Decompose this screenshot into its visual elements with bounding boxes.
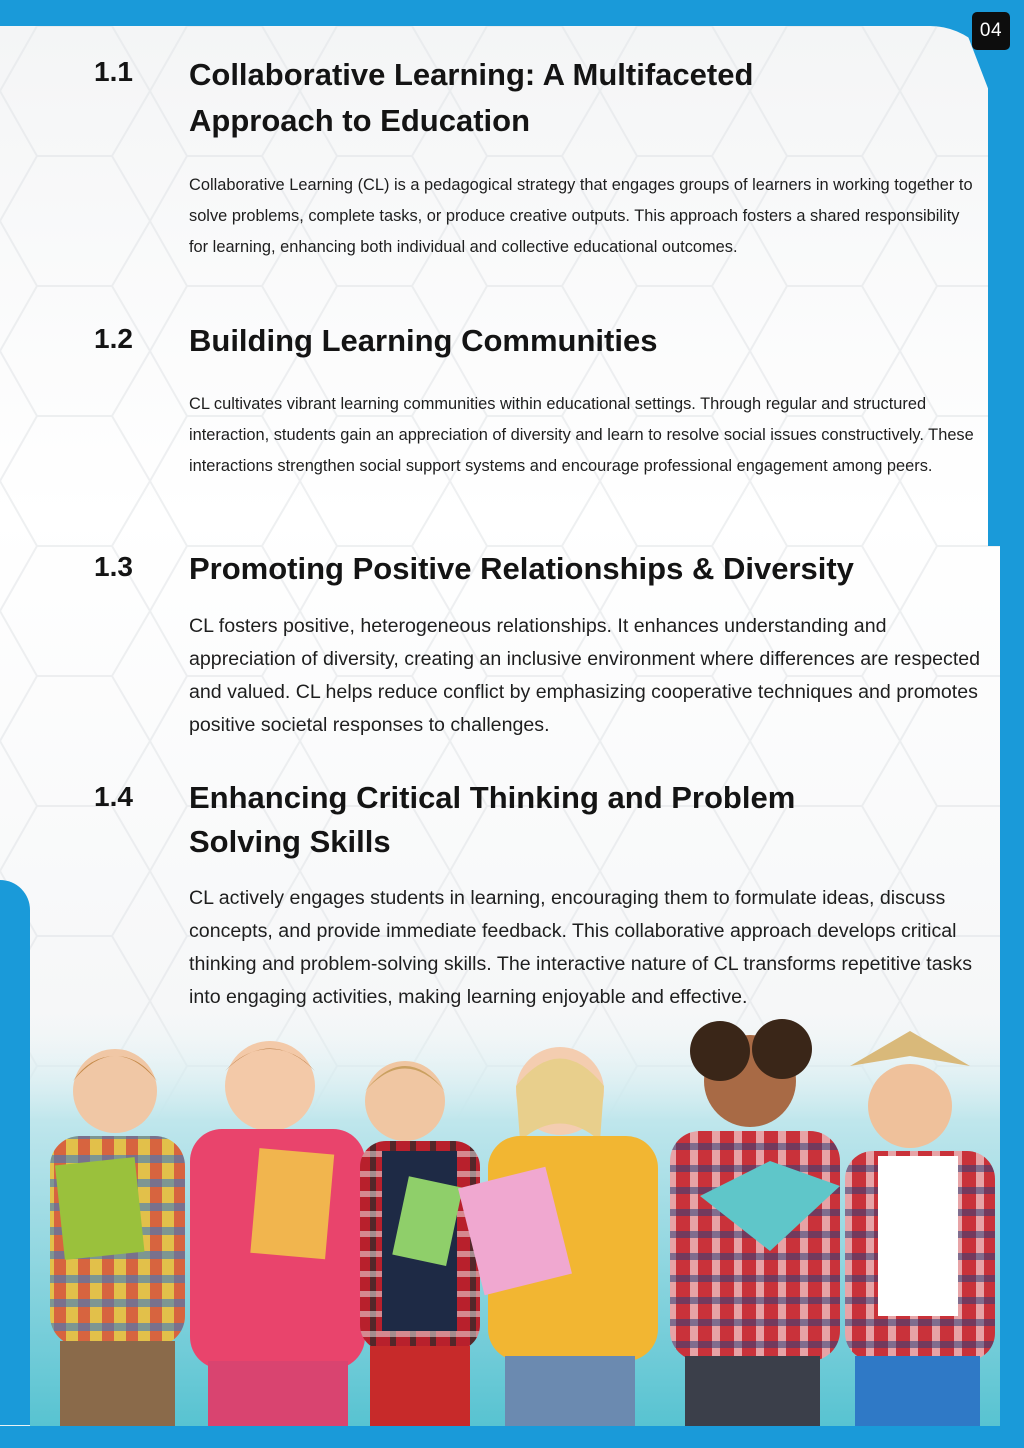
children-photo — [30, 1011, 1000, 1426]
title-line: Collaborative Learning: A Multifaceted — [189, 57, 754, 92]
blue-frame-band — [0, 880, 30, 1425]
page-number: 04 — [972, 12, 1010, 50]
section-number: 1.1 — [94, 56, 133, 87]
title-line: Enhancing Critical Thinking and Problem — [189, 780, 796, 815]
section-title — [189, 52, 949, 144]
section-body: CL fosters positive, heterogeneous relationships. It enhances understanding and appreciation of diversity, creating an inclusive environment where differences are respected and valued. CL helps reduce conflict by emphasizing cooperative techniques and promotes positive societal responses to challenges. — [189, 615, 981, 736]
section-body: Collaborative Learning (CL) is a pedagogical strategy that engages groups of learners in working together to solve problems, complete tasks, or produce creative outputs. This approach fosters a shared responsibility for learning, enhancing both individual and collective educational outcomes. — [189, 176, 973, 256]
section-title — [189, 776, 949, 864]
section-body: CL cultivates vibrant learning communities within educational settings. Through regular and structured interaction, students gain an appreciation of diversity and learn to resolve social issues constructively. These interactions strengthen social support systems and encourage professional engagement among peers. — [189, 395, 974, 475]
title-line: Approach to Education — [189, 103, 530, 138]
section-body: CL actively engages students in learning, encouraging them to formulate ideas, discuss concepts, and provide immediate feedback. This collaborative approach develops critical thinking and problem-solving skills. The interactive nature of CL transforms repetitive tasks into engaging activities, making learning enjoyable and effective. — [189, 887, 973, 1008]
section-title — [189, 318, 949, 364]
title-line: Promoting Positive Relationships & Diversity — [189, 551, 854, 586]
section-number: 1.2 — [94, 323, 133, 354]
section-number: 1.3 — [94, 551, 133, 582]
section-title — [189, 546, 989, 592]
title-line: Solving Skills — [189, 824, 391, 859]
section-number: 1.4 — [94, 781, 133, 812]
title-line: Building Learning Communities — [189, 323, 658, 358]
